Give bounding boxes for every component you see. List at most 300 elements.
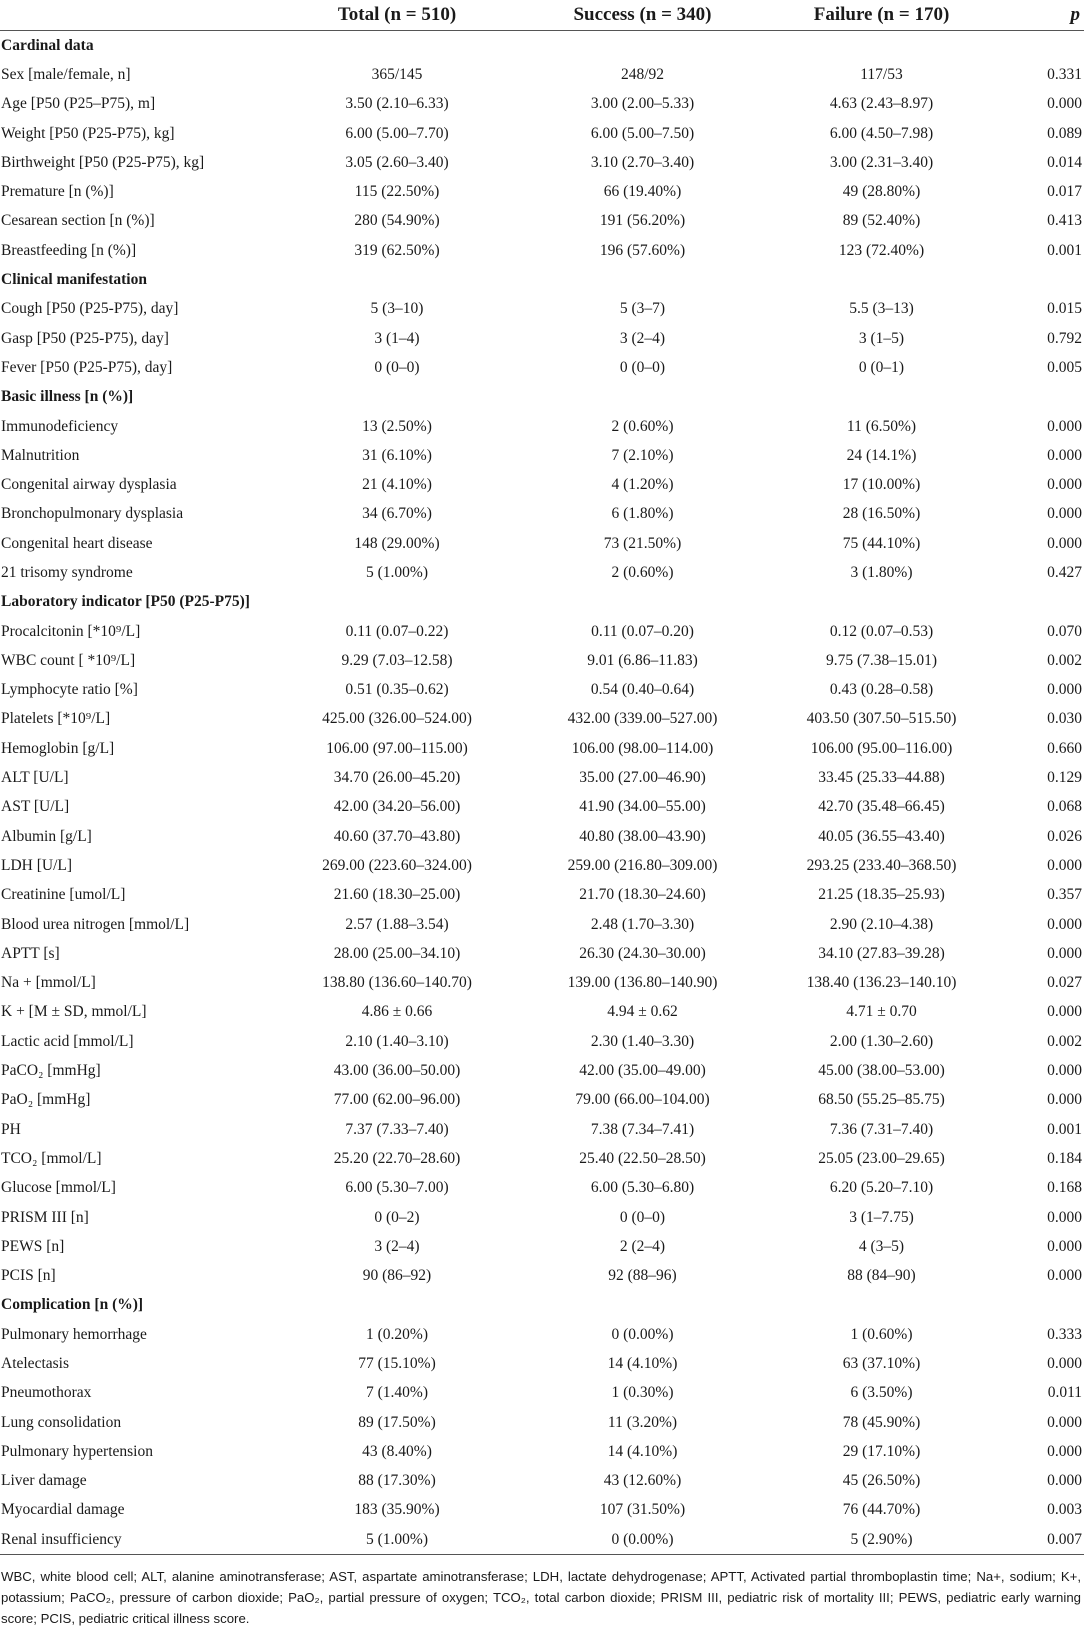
table-row: [0, 617, 1084, 646]
table-row: [0, 851, 1084, 880]
cell-total: 25.20 (22.70–28.60): [333, 1149, 461, 1167]
cell-failure: 123 (72.40%): [838, 241, 925, 259]
table-row: [0, 998, 1084, 1027]
cell-total: 2.57 (1.88–3.54): [345, 915, 449, 933]
cell-total: 148 (29.00%): [354, 534, 440, 552]
cell-failure: 6.20 (5.20–7.10): [829, 1179, 934, 1197]
cell-failure: 3.00 (2.31–3.40): [829, 153, 934, 171]
cell-success: 106.00 (98.00–114.00): [571, 739, 714, 757]
cell-success: 0.54 (0.40–0.64): [590, 681, 695, 699]
cell-failure: 0 (0–1): [858, 358, 905, 376]
cell-p-value: 0.168: [1047, 1179, 1082, 1197]
row-label: APTT [s]: [1, 944, 60, 962]
row-label: PRISM III [n]: [1, 1208, 89, 1226]
table-row: [0, 1437, 1084, 1466]
row-label: Pneumothorax: [1, 1384, 92, 1402]
cell-p-value: 0.000: [1047, 505, 1082, 523]
cell-failure: 34.10 (27.83–39.28): [818, 944, 945, 962]
row-label: Na + [mmol/L]: [1, 974, 96, 992]
cell-total: 3.05 (2.60–3.40): [345, 153, 449, 171]
cell-total: 4.86 ± 0.66: [361, 1003, 433, 1021]
cell-success: 432.00 (339.00–527.00): [567, 710, 718, 728]
table-row: [0, 1144, 1084, 1173]
cell-failure: 6 (3.50%): [850, 1384, 913, 1402]
table-row: [0, 60, 1084, 89]
cell-success: 196 (57.60%): [599, 241, 686, 259]
cell-failure: 11 (6.50%): [846, 417, 917, 435]
header-total: Total (n = 510): [268, 0, 526, 31]
cell-total: 183 (35.90%): [354, 1501, 440, 1519]
cell-success: 0 (0.00%): [611, 1325, 674, 1343]
table-row: [0, 1496, 1084, 1525]
section-title: Cardinal data: [1, 36, 94, 54]
section-header-row: [0, 383, 1084, 412]
cell-p-value: 0.027: [1047, 974, 1082, 992]
cell-p-value: 0.000: [1047, 1091, 1082, 1109]
row-label: Lactic acid [mmol/L]: [1, 1032, 134, 1050]
cell-total: 42.00 (34.20–56.00): [333, 798, 461, 816]
cell-failure: 49 (28.80%): [842, 183, 921, 201]
cell-total: 21 (4.10%): [362, 476, 432, 494]
row-label: TCO₂ [mmol/L]: [1, 1149, 102, 1167]
cell-p-value: 0.129: [1047, 769, 1082, 787]
cell-success: 43 (12.60%): [603, 1472, 682, 1490]
row-label: Weight [P50 (P25-P75), kg]: [1, 124, 175, 142]
row-label: PaO₂ [mmHg]: [1, 1091, 91, 1109]
cell-success: 248/92: [620, 65, 665, 83]
table-row: [0, 1261, 1084, 1290]
cell-total: 3.50 (2.10–6.33): [345, 95, 449, 113]
cell-total: 7 (1.40%): [366, 1384, 428, 1402]
cell-success: 73 (21.50%): [603, 534, 682, 552]
cell-total: 6.00 (5.30–7.00): [345, 1179, 449, 1197]
section-header-row: [0, 1291, 1084, 1320]
cell-success: 66 (19.40%): [603, 183, 682, 201]
cell-total: 43.00 (36.00–50.00): [333, 1062, 461, 1080]
cell-p-value: 0.000: [1047, 1472, 1082, 1490]
cell-success: 259.00 (216.80–309.00): [567, 856, 718, 874]
row-label: Lung consolidation: [1, 1413, 122, 1431]
cell-failure: 7.36 (7.31–7.40): [829, 1120, 934, 1138]
cell-p-value: 0.017: [1047, 183, 1082, 201]
table-row: [0, 676, 1084, 705]
row-label: Pulmonary hypertension: [1, 1442, 153, 1460]
cell-success: 35.00 (27.00–46.90): [579, 769, 706, 787]
cell-success: 9.01 (6.86–11.83): [587, 651, 698, 669]
table-row: [0, 236, 1084, 265]
cell-p-value: 0.660: [1047, 739, 1082, 757]
table-row: [0, 119, 1084, 148]
cell-total: 88 (17.30%): [358, 1472, 436, 1490]
row-label: Atelectasis: [1, 1355, 70, 1372]
cell-failure: 29 (17.10%): [842, 1442, 921, 1460]
table-row: [0, 558, 1084, 587]
cell-success: 79.00 (66.00–104.00): [575, 1091, 710, 1109]
cell-failure: 3 (1.80%): [850, 563, 913, 581]
cell-p-value: 0.000: [1047, 95, 1082, 113]
cell-success: 0 (0.00%): [526, 1525, 759, 1555]
table-row: [0, 1027, 1084, 1056]
section-header-row: [0, 31, 1084, 61]
table-row: [0, 1056, 1084, 1085]
table-row: [0, 1320, 1084, 1349]
cell-p-value: 0.184: [1047, 1149, 1082, 1167]
cell-success: 0 (0–0): [619, 1208, 666, 1226]
cell-success: 5 (3–7): [619, 300, 666, 318]
row-label: Sex [male/female, n]: [1, 65, 131, 83]
table-row: [0, 969, 1084, 998]
cell-total: 34.70 (26.00–45.20): [333, 769, 461, 787]
table-row: [0, 822, 1084, 851]
table-row: [0, 470, 1084, 499]
cell-total: 90 (86–92): [362, 1267, 432, 1285]
cell-failure: 88 (84–90): [847, 1267, 916, 1285]
table-row: [0, 793, 1084, 822]
cell-success: 42.00 (35.00–49.00): [579, 1062, 706, 1080]
cell-total: 13 (2.50%): [362, 417, 432, 435]
row-label: Fever [P50 (P25-P75), day]: [1, 358, 173, 376]
row-label: Birthweight [P50 (P25-P75), kg]: [1, 153, 205, 171]
cell-failure: 33.45 (25.33–44.88): [818, 769, 945, 787]
table-row: [0, 441, 1084, 470]
cell-p-value: 0.000: [1047, 417, 1082, 435]
cell-total: 40.60 (37.70–43.80): [333, 827, 461, 845]
table-row: [0, 705, 1084, 734]
cell-p-value: 0.792: [1047, 329, 1082, 347]
table-row: [0, 1203, 1084, 1232]
cell-p-value: 0.001: [1047, 241, 1082, 259]
cell-success: 3.00 (2.00–5.33): [590, 95, 695, 113]
cell-success: 14 (4.10%): [607, 1355, 678, 1372]
cell-p-value: 0.070: [1047, 622, 1082, 640]
table-row: [0, 1115, 1084, 1144]
cell-p-value: 0.030: [1047, 710, 1082, 728]
header-label-column: [0, 0, 268, 31]
cell-failure: 4.71 ± 0.70: [846, 1003, 917, 1021]
table-row: [0, 295, 1084, 324]
section-title: Clinical manifestation: [1, 271, 147, 289]
row-label: LDH [U/L]: [1, 856, 73, 874]
header-failure: Failure (n = 170): [759, 0, 1004, 31]
row-label: Lymphocyte ratio [%]: [1, 681, 138, 699]
cell-p-value: 0.000: [1047, 856, 1082, 874]
cell-success: 14 (4.10%): [607, 1442, 678, 1460]
cell-success: 7.38 (7.34–7.41): [590, 1120, 695, 1138]
cell-p-value: 0.005: [1047, 358, 1082, 376]
table-row: [0, 529, 1084, 558]
cell-failure: 2.90 (2.10–4.38): [829, 915, 934, 933]
table-row: [0, 207, 1084, 236]
cell-p-value: 0.000: [1047, 1355, 1082, 1372]
cell-total: 34 (6.70%): [362, 505, 432, 523]
table-body: [0, 31, 1084, 1555]
cell-failure: 78 (45.90%): [842, 1413, 921, 1431]
cell-total: 77.00 (62.00–96.00): [333, 1091, 461, 1109]
row-label: Cough [P50 (P25-P75), day]: [1, 300, 179, 318]
cell-total: 106.00 (97.00–115.00): [326, 739, 468, 757]
cell-success: 25.40 (22.50–28.50): [579, 1149, 706, 1167]
cell-p-value: 0.000: [1047, 1062, 1082, 1080]
header-success: Success (n = 340): [526, 0, 759, 31]
cell-success: 4 (1.20%): [611, 476, 674, 494]
cell-total: 0 (0–0): [374, 358, 420, 376]
cell-total: 5 (1.00%): [268, 1525, 526, 1555]
row-label: WBC count [ *10⁹/L]: [1, 651, 136, 669]
row-label: Myocardial damage: [1, 1501, 125, 1519]
row-label: Pulmonary hemorrhage: [1, 1325, 147, 1343]
cell-failure: 17 (10.00%): [842, 476, 921, 494]
table-row: [0, 881, 1084, 910]
cell-total: 5 (3–10): [370, 300, 424, 318]
row-label: Congenital heart disease: [1, 534, 153, 552]
row-label: Breastfeeding [n (%)]: [1, 241, 137, 259]
cell-total: 269.00 (223.60–324.00): [322, 856, 472, 874]
cell-p-value: 0.068: [1047, 798, 1082, 816]
row-label: Blood urea nitrogen [mmol/L]: [1, 915, 190, 933]
cell-success: 3 (2–4): [619, 329, 666, 347]
cell-total: 7.37 (7.33–7.40): [345, 1120, 449, 1138]
table-row: [0, 148, 1084, 177]
row-label: Immunodeficiency: [1, 417, 119, 435]
cell-failure: 76 (44.70%): [842, 1501, 921, 1519]
cell-success: 92 (88–96): [608, 1267, 677, 1285]
cell-success: 2 (2–4): [619, 1237, 666, 1255]
table-row: [0, 177, 1084, 206]
cell-p-value: 0.001: [1047, 1120, 1082, 1138]
cell-p-value: 0.000: [1047, 476, 1082, 494]
row-label: Albumin [g/L]: [1, 827, 92, 845]
cell-failure: 1 (0.60%): [850, 1325, 913, 1343]
cell-p-value: 0.015: [1047, 300, 1082, 318]
table-row: [0, 1408, 1084, 1437]
cell-success: 2.30 (1.40–3.30): [590, 1032, 695, 1050]
row-label: Renal insufficiency: [0, 1525, 268, 1555]
cell-p-value: 0.000: [1047, 915, 1082, 933]
row-label: PEWS [n]: [1, 1237, 65, 1255]
cell-failure: 106.00 (95.00–116.00): [810, 739, 953, 757]
cell-p-value: 0.000: [1047, 1267, 1082, 1285]
cell-p-value: 0.000: [1047, 1003, 1082, 1021]
section-title: Laboratory indicator [P50 (P25-P75)]: [1, 593, 250, 611]
table-row: [0, 1467, 1084, 1496]
table-row: [0, 1086, 1084, 1115]
cell-success: 6 (1.80%): [611, 505, 674, 523]
cell-failure: 42.70 (35.48–66.45): [818, 798, 945, 816]
table-row: [0, 412, 1084, 441]
cell-failure: 68.50 (55.25–85.75): [818, 1091, 945, 1109]
cell-total: 43 (8.40%): [362, 1442, 432, 1460]
cell-p-value: 0.002: [1047, 651, 1082, 669]
cell-failure: 89 (52.40%): [842, 212, 921, 230]
table-row: [0, 763, 1084, 792]
cell-success: 40.80 (38.00–43.90): [579, 827, 706, 845]
cell-failure: 5.5 (3–13): [849, 300, 914, 318]
row-label: Congenital airway dysplasia: [1, 476, 177, 494]
cell-total: 21.60 (18.30–25.00): [333, 886, 461, 904]
cell-total: 89 (17.50%): [358, 1413, 436, 1431]
cell-failure: 2.00 (1.30–2.60): [829, 1032, 934, 1050]
section-title: Basic illness [n (%)]: [1, 388, 134, 406]
table-row: [0, 939, 1084, 968]
cell-p-value: 0.000: [1047, 1413, 1082, 1431]
row-label: Bronchopulmonary dysplasia: [1, 505, 184, 523]
cell-failure: 293.25 (233.40–368.50): [806, 856, 957, 874]
cell-success: 6.00 (5.30–6.80): [590, 1179, 695, 1197]
cell-failure: 24 (14.1%): [846, 446, 917, 464]
cell-p-value: 0.000: [1047, 1237, 1082, 1255]
table-row: [0, 324, 1084, 353]
table-row: [0, 90, 1084, 119]
table-row: [0, 1349, 1084, 1378]
cell-p-value: 0.357: [1047, 886, 1082, 904]
cell-total: 138.80 (136.60–140.70): [322, 974, 472, 992]
cell-failure: 117/53: [860, 65, 903, 83]
cell-p-value: 0.000: [1047, 534, 1082, 552]
cell-p-value: 0.000: [1047, 446, 1082, 464]
cell-p-value: 0.089: [1047, 124, 1082, 142]
row-label: AST [U/L]: [1, 798, 70, 816]
header-p-value: p: [1004, 0, 1084, 31]
cell-p-value: 0.002: [1047, 1032, 1082, 1050]
cell-success: 2 (0.60%): [611, 417, 674, 435]
cell-success: 2.48 (1.70–3.30): [590, 915, 695, 933]
row-label: Cesarean section [n (%)]: [1, 212, 155, 230]
cell-success: 41.90 (34.00–55.00): [579, 798, 706, 816]
cell-total: 5 (1.00%): [366, 563, 428, 581]
cell-total: 425.00 (326.00–524.00): [322, 710, 472, 728]
cell-failure: 5 (2.90%): [759, 1525, 1004, 1555]
table-row: [0, 500, 1084, 529]
row-label: ALT [U/L]: [1, 769, 69, 787]
cell-failure: 45.00 (38.00–53.00): [818, 1062, 945, 1080]
cell-success: 3.10 (2.70–3.40): [590, 153, 695, 171]
cell-failure: 3 (1–5): [858, 329, 905, 347]
cell-total: 6.00 (5.00–7.70): [345, 124, 449, 142]
cell-p-value: 0.000: [1047, 944, 1082, 962]
cell-total: 28.00 (25.00–34.10): [333, 944, 461, 962]
table-header-row: [0, 0, 1084, 31]
cell-total: 0.11 (0.07–0.22): [345, 622, 449, 640]
cell-success: 139.00 (136.80–140.90): [567, 974, 718, 992]
cell-failure: 6.00 (4.50–7.98): [829, 124, 934, 142]
cell-failure: 9.75 (7.38–15.01): [825, 651, 938, 669]
cell-success: 21.70 (18.30–24.60): [579, 886, 706, 904]
section-header-row: [0, 588, 1084, 617]
cell-total: 0 (0–2): [374, 1208, 420, 1226]
cell-failure: 40.05 (36.55–43.40): [818, 827, 945, 845]
cell-p-value: 0.007: [1004, 1525, 1084, 1555]
cell-p-value: 0.413: [1047, 212, 1082, 230]
table-row: [0, 646, 1084, 675]
table-row: [0, 1174, 1084, 1203]
cell-failure: 0.43 (0.28–0.58): [829, 681, 934, 699]
cell-total: 3 (2–4): [374, 1237, 420, 1255]
cell-failure: 403.50 (307.50–515.50): [806, 710, 957, 728]
cell-p-value: 0.427: [1047, 563, 1082, 581]
cell-success: 26.30 (24.30–30.00): [579, 944, 706, 962]
row-label: Gasp [P50 (P25-P75), day]: [1, 329, 169, 347]
row-label: PCIS [n]: [1, 1267, 56, 1285]
cell-success: 0.11 (0.07–0.20): [591, 622, 694, 640]
row-label: Creatinine [umol/L]: [1, 886, 126, 904]
cell-failure: 28 (16.50%): [842, 505, 921, 523]
cell-success: 191 (56.20%): [599, 212, 686, 230]
cell-p-value: 0.003: [1047, 1501, 1082, 1519]
row-label: K + [M ± SD, mmol/L]: [1, 1003, 147, 1021]
cell-total: 77 (15.10%): [358, 1355, 436, 1372]
cell-p-value: 0.000: [1047, 1442, 1082, 1460]
table-row: [0, 353, 1084, 382]
cell-success: 2 (0.60%): [611, 563, 674, 581]
section-header-row: [0, 265, 1084, 294]
row-label: Premature [n (%)]: [1, 183, 114, 201]
cell-total: 2.10 (1.40–3.10): [345, 1032, 449, 1050]
cell-total: 0.51 (0.35–0.62): [345, 681, 449, 699]
row-label: Platelets [*10⁹/L]: [1, 710, 111, 728]
cell-total: 115 (22.50%): [354, 183, 440, 201]
cell-success: 4.94 ± 0.62: [607, 1003, 678, 1021]
table-row: [0, 734, 1084, 763]
cell-total: 319 (62.50%): [354, 241, 440, 259]
cell-p-value: 0.000: [1047, 681, 1082, 699]
cell-failure: 21.25 (18.35–25.93): [818, 886, 945, 904]
row-label: Hemoglobin [g/L]: [1, 739, 115, 757]
cell-success: 7 (2.10%): [611, 446, 674, 464]
cell-failure: 3 (1–7.75): [849, 1208, 914, 1226]
cell-p-value: 0.011: [1047, 1384, 1082, 1402]
cell-total: 9.29 (7.03–12.58): [341, 651, 453, 669]
cell-success: 1 (0.30%): [611, 1384, 674, 1402]
cell-success: 6.00 (5.00–7.50): [590, 124, 695, 142]
table-row: [0, 1525, 1084, 1555]
row-label: Age [P50 (P25–P75), m]: [1, 95, 156, 113]
table-row: [0, 1379, 1084, 1408]
table-footnote: WBC, white blood cell; ALT, alanine aminotransferase; AST, aspartate aminotransferase; LDH, lactate dehydrogenase; APTT, Activated partial thromboplastin time; Na+, sodium; K+, potassium; PaCO₂, pressure of carbon dioxide; PaO₂, partial pressure of oxygen; TCO₂, total carbon dioxide; PRISM III, pediatric risk of mortality III; PEWS, pediatric early warning score; PCIS, pediatric critical illness score.: [1, 1569, 1081, 1626]
cell-failure: 45 (26.50%): [842, 1472, 921, 1490]
cell-p-value: 0.014: [1047, 153, 1082, 171]
cell-p-value: 0.331: [1047, 65, 1082, 83]
cell-p-value: 0.000: [1047, 1208, 1082, 1226]
cell-success: 11 (3.20%): [607, 1413, 678, 1431]
cell-failure: 25.05 (23.00–29.65): [818, 1149, 945, 1167]
row-label: 21 trisomy syndrome: [1, 563, 133, 581]
cell-total: 3 (1–4): [374, 329, 420, 347]
row-label: PaCO₂ [mmHg]: [1, 1062, 101, 1080]
cell-total: 31 (6.10%): [362, 446, 432, 464]
cell-total: 365/145: [371, 65, 423, 83]
cell-success: 0 (0–0): [619, 358, 666, 376]
row-label: Glucose [mmol/L]: [1, 1179, 116, 1197]
section-title: Complication [n (%)]: [1, 1296, 144, 1314]
row-label: PH: [1, 1120, 21, 1138]
cell-failure: 75 (44.10%): [842, 534, 921, 552]
cell-failure: 0.12 (0.07–0.53): [829, 622, 934, 640]
table-row: [0, 1232, 1084, 1261]
cell-total: 280 (54.90%): [354, 212, 440, 230]
cell-failure: 138.40 (136.23–140.10): [806, 974, 957, 992]
cell-failure: 4 (3–5): [858, 1237, 905, 1255]
cell-failure: 4.63 (2.43–8.97): [829, 95, 934, 113]
cell-total: 1 (0.20%): [366, 1325, 428, 1343]
row-label: Liver damage: [1, 1472, 87, 1490]
cell-p-value: 0.026: [1047, 827, 1082, 845]
cell-failure: 63 (37.10%): [842, 1355, 921, 1372]
table-row: [0, 910, 1084, 939]
cell-p-value: 0.333: [1047, 1325, 1082, 1343]
row-label: Procalcitonin [*10⁹/L]: [1, 622, 141, 640]
row-label: Malnutrition: [1, 446, 80, 464]
cell-success: 107 (31.50%): [599, 1501, 686, 1519]
